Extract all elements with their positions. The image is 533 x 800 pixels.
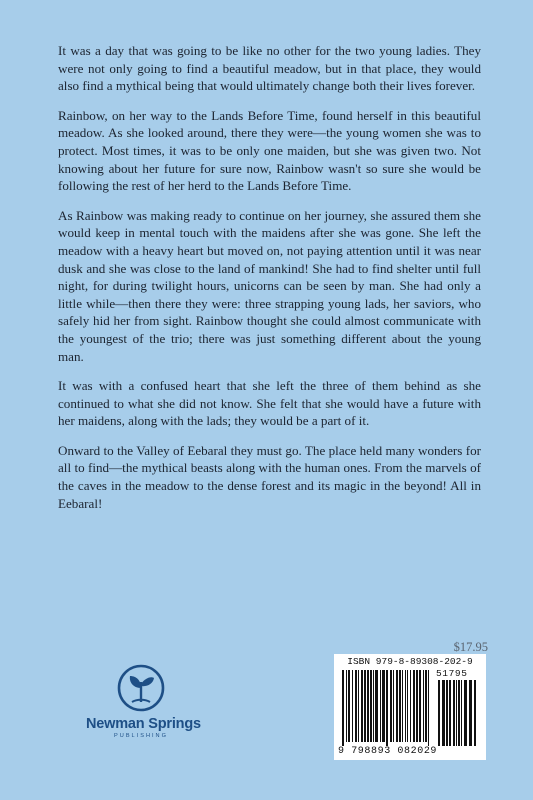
barcode-addon-bar — [458, 680, 460, 746]
barcode-digits: 9 798893 082029 — [338, 746, 438, 757]
publisher-name: Newman Springs — [86, 716, 201, 732]
barcode-bar — [390, 670, 392, 742]
barcode-addon-bar — [464, 680, 467, 746]
barcode-addon-bar — [438, 680, 440, 746]
barcode-bar — [399, 670, 401, 742]
barcode-bar — [407, 670, 408, 742]
barcode-bar — [410, 670, 411, 742]
barcode-bar — [382, 670, 385, 742]
barcode-bar — [361, 670, 363, 742]
barcode-addon-bar — [474, 680, 476, 746]
barcode-addon-bar — [446, 680, 448, 746]
publisher-logo — [86, 662, 201, 739]
blurb-paragraph-5: Onward to the Valley of Eebaral they must go. The place held many wonders for all to find—the mythical beasts along with the human ones. From the marvels of the caves in the meadow to the dense forest and its magic in the beyond! All in Eebaral! — [58, 442, 481, 511]
barcode-addon-bar — [453, 680, 455, 746]
barcode-bar — [348, 670, 350, 742]
barcode-bar — [370, 670, 372, 742]
barcode-bar — [355, 670, 357, 742]
barcode-bar — [419, 670, 421, 742]
barcode-addon-bar — [442, 680, 445, 746]
blurb-paragraph-1: It was a day that was going to be like no other for the two young ladies. They were not only going to find a beautiful meadow, but in that place, they would also find a mythical being that would ultimately change both their lives forever. — [58, 43, 481, 94]
sprout-circle-icon — [115, 662, 167, 714]
back-cover-blurb — [58, 42, 481, 524]
barcode-addon-bar — [461, 680, 462, 746]
price-label: $17.95 — [453, 640, 488, 654]
blurb-paragraph-3: As Rainbow was making ready to continue on her journey, she assured them she would keep in mental touch with the maidens after she was gone. She left the meadow with a heavy heart but moved on, not paying attention until it was near dusk and she was close to the land of mankind! She had to find shelter until full night, for during twilight hours, unicorns can be seen by man. She had only a little while—then there they were: three strapping young lads, her saviors, who safely hid her from sight. Rainbow thought she could almost communicate with the youngest of the trio; there was just something different about the young man. — [58, 207, 481, 364]
barcode-addon-bar — [456, 680, 457, 746]
barcode-bar — [423, 670, 424, 742]
blurb-paragraph-2: Rainbow, on her way to the Lands Before Time, found herself in this beautiful meadow. As she looked around, there they were—the young women she was to protect. Most times, it was to be only one maiden, but she was given two. Not knowing about her future for sure now, Rainbow wasn't so sure she would be following the rest of her herd to the Lands Before Time. — [58, 107, 481, 194]
isbn-label: ISBN 979-8-89308-202-9 — [347, 656, 473, 667]
blurb-paragraph-4: It was with a confused heart that she left the three of them behind as she continued to what she did not know. She felt that she would have a future with her maidens, along with the lads; they would be a part of it. — [58, 378, 481, 429]
barcode-bar — [416, 670, 418, 742]
barcode-bar — [402, 670, 403, 742]
barcode-bar — [375, 670, 378, 742]
barcode-bar — [413, 670, 415, 742]
barcode-addon-bar — [449, 680, 451, 746]
barcode-bar — [380, 670, 381, 742]
barcode-addon-bar — [469, 680, 472, 746]
barcode-bar — [342, 670, 344, 746]
barcode-bar — [386, 670, 388, 746]
barcode-bar — [405, 670, 406, 742]
barcode-bar — [396, 670, 398, 742]
barcode-bar — [393, 670, 394, 742]
publisher-subtitle: PUBLISHING — [114, 733, 168, 739]
barcode-bar — [428, 670, 429, 746]
barcode-bar — [364, 670, 366, 742]
barcode-bar — [352, 670, 353, 742]
barcode-addon-digits: 51795 — [436, 668, 468, 679]
barcode-bar — [358, 670, 359, 742]
barcode-bar — [373, 670, 374, 742]
barcode-bar — [425, 670, 427, 742]
barcode-bar — [367, 670, 369, 742]
barcode-bar — [346, 670, 347, 742]
isbn-barcode — [334, 654, 486, 760]
